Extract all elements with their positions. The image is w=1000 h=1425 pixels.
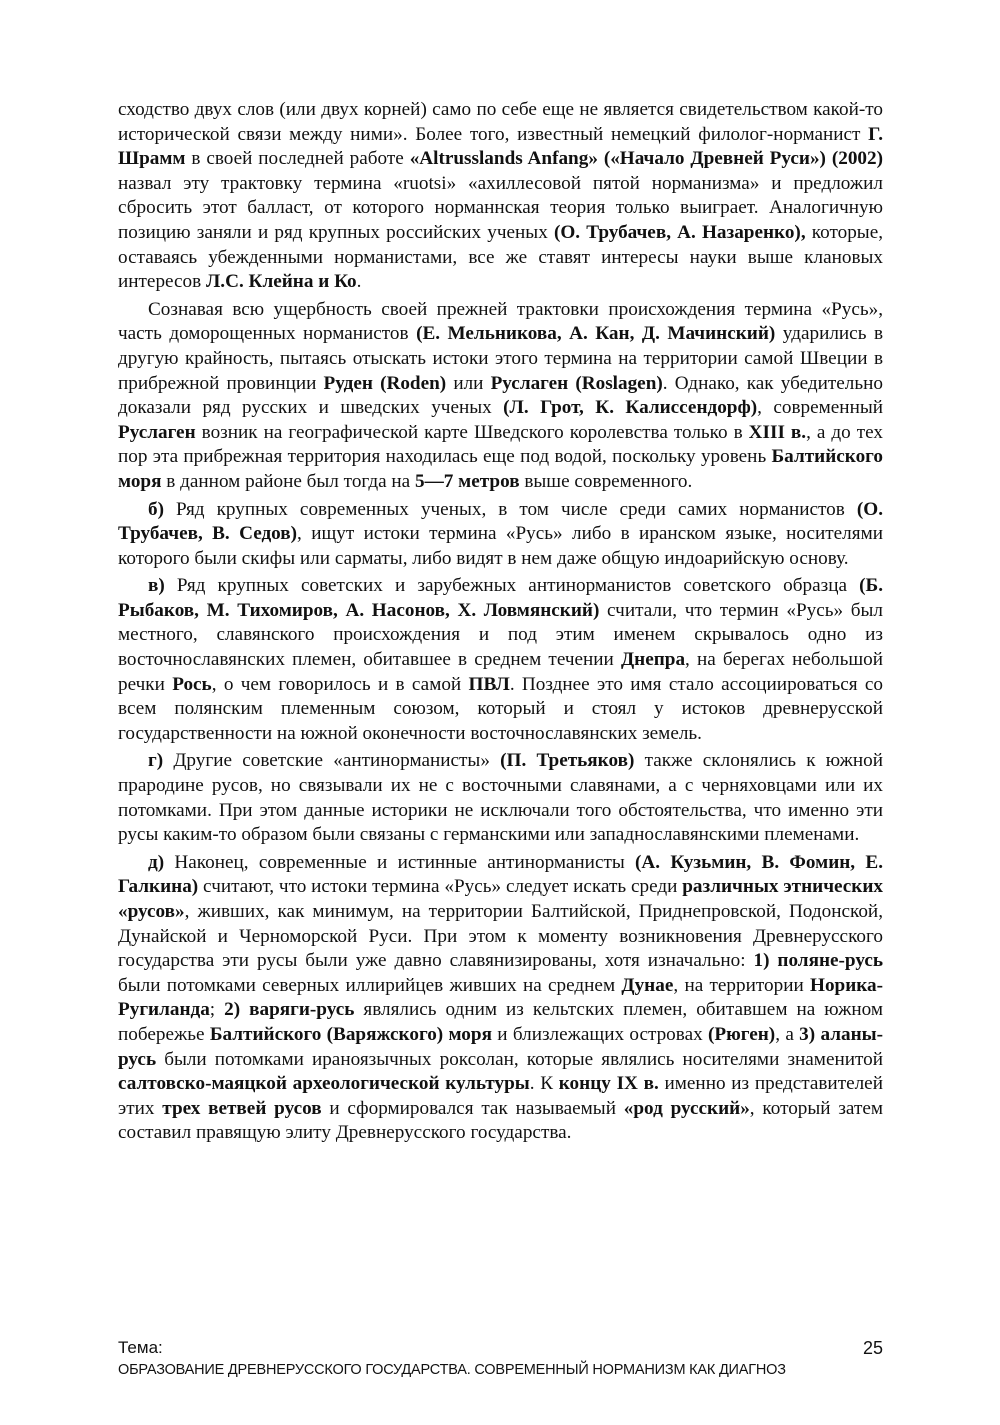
bold-run: (Л. Грот, К. Калиссендорф) (503, 397, 758, 419)
text-run: , а (775, 1023, 800, 1045)
bold-run: (Рюген) (708, 1023, 776, 1045)
text-run: , ищут истоки термина «Русь» либо в иранском языке, носителями которого были скифы или сарматы, либо видят в нем даже общую индоарийскую основу. (118, 523, 883, 569)
text-run: в своей последней работе (185, 148, 410, 170)
text-run: в данном районе был тогда на (161, 470, 415, 492)
bold-run: (О. Трубачев, А. Назаренко), (553, 221, 806, 243)
bold-run: в) (148, 575, 165, 597)
text-run: Сознавая всю ущербность своей прежней трактовки происхождения термина «Русь», часть доморощенных норманистов (118, 298, 883, 345)
text-run: возник на географической карте Шведского королевства только в (195, 421, 749, 443)
footer-topic-label: Тема: (118, 1338, 163, 1357)
text-run: считали, что термин «Русь» был местного, славянского происхождения и под этим именем скрывалось одно из восточнославянских племен, обитавшее в среднем течении (118, 599, 883, 671)
bold-run: 2) варяги-русь (224, 999, 355, 1021)
text-run: были потомками северных иллирийцев живших на среднем (118, 974, 622, 996)
page-body (118, 98, 883, 1149)
text-run: , который затем составил правящую элиту Древнерусского государства. (118, 1097, 883, 1144)
bold-run: 1) поляне-русь (753, 950, 883, 972)
paragraph-2 (118, 298, 883, 495)
text-run: которые, оставаясь убежденными норманистами, все же ставят интересы науки выше клановых интересов (118, 221, 884, 293)
text-run: считают, что истоки термина «Русь» следует искать среди (198, 876, 683, 898)
text-run: , на территории (673, 974, 811, 996)
text-run: являлись одним из кельтских племен, обитавшем на южном побережье (118, 999, 883, 1045)
paragraph-b (118, 498, 883, 572)
bold-run: ПВЛ (468, 673, 510, 695)
bold-run: Днепра (620, 649, 686, 671)
bold-run: Руслаген (Roslagen) (490, 372, 663, 394)
text-run: или (446, 372, 491, 394)
bold-run: г) (148, 750, 164, 772)
text-run: также склонялись к южной прародине русов, но связывали их не с восточными славянами, а с черняховцами или их потомками. При этом данные историки не исключали того обстоятельства, что именно эти русы каким-то образом были связаны с германскими или западнославянскими племенами. (118, 750, 883, 846)
paragraph-g (118, 749, 883, 847)
bold-run: 3) аланы-русь (118, 1023, 883, 1070)
bold-run: д) (148, 851, 165, 873)
text-run: , о чем говорилось и в самой (211, 673, 469, 695)
bold-run: салтовско-маяцкой археологической культуры (118, 1073, 530, 1095)
bold-run: (Е. Мельникова, А. Кан, Д. Мачинский) (416, 323, 776, 345)
bold-run: «род русский» (623, 1097, 750, 1119)
bold-run: Дунае (621, 974, 674, 996)
bold-run: XIII в. (748, 421, 807, 443)
text-run: , на берегах небольшой речки (118, 649, 883, 695)
bold-run: б) (148, 498, 164, 520)
text-run: Другие советские «антинорманисты» (163, 750, 501, 772)
text-run: сходство двух слов (или двух корней) само по себе еще не является свидетельством какой-то исторической связи между ними». Более того, известный немецкий филолог-норманист (118, 99, 883, 145)
text-run: Ряд крупных советских и зарубежных антинорманистов советского образца (164, 575, 860, 597)
bold-run: Г. Шрамм (118, 123, 883, 170)
bold-run: (2002) (831, 148, 884, 170)
page-footer (118, 1337, 883, 1381)
bold-run: трех ветвей русов (162, 1097, 322, 1119)
text-run: назвал эту трактовку термина «ruotsi» «ахиллесовой пятой норманизма» и предложил сбросить этот балласт, от которого норманнская теория только выиграет. Аналогичную позицию заняли и ряд крупных российских ученых (118, 172, 883, 243)
text-run: были потомками ираноязычных роксолан, которые являлись носителями знаменитой (156, 1048, 883, 1070)
text-run: Ряд крупных современных ученых, в том числе среди самих норманистов (163, 498, 857, 520)
bold-run: («Начало Древней Руси») (603, 148, 826, 170)
bold-run: (П. Третьяков) (500, 750, 635, 772)
text-run: и сформировался так называемый (321, 1097, 624, 1119)
bold-run: различных этнических «русов» (118, 876, 883, 922)
text-run: и близлежащих островах (491, 1023, 708, 1045)
bold-run: 5—7 метров (414, 470, 520, 492)
text-run: , живших, как минимум, на территории Балтийской, Приднепровской, Подонской, Дунайской и Черноморской Руси. При этом к моменту возникновения Древнерусского государства эти русы были уже давно славянизированы, хотя изначально: (118, 901, 883, 972)
bold-run: «Altrusslands Anfang» (409, 148, 598, 170)
footer-topic-title: ОБРАЗОВАНИЕ ДРЕВНЕРУССКОГО ГОСУДАРСТВА. СОВРЕМЕННЫЙ НОРМАНИЗМ КАК ДИАГНОЗ (118, 1362, 786, 1378)
text-run: . Позднее это имя стало ассоциироваться со всем полянским племенным союзом, который и стоял у истоков древнерусской государственности на южной оконечности восточнославянских земель. (118, 673, 883, 744)
text-run: . К (529, 1073, 559, 1095)
page-number: 25 (862, 1338, 883, 1358)
text-run: , современный (757, 397, 884, 419)
bold-run: Л.С. Клейна и Ко (206, 271, 357, 293)
paragraph-v (118, 574, 883, 746)
bold-run: Балтийского (Варяжского) моря (209, 1023, 492, 1045)
text-run: выше современного. (519, 470, 693, 492)
text-run: Наконец, современные и истинные антинорманисты (164, 851, 636, 873)
bold-run: Руден (Roden) (323, 372, 447, 394)
text-run: . (356, 271, 362, 293)
text-run: . Однако, как убедительно доказали ряд русских и шведских ученых (118, 372, 883, 419)
text-run: ударились в другую крайность, пытаясь отыскать истоки этого термина на территории самой Швеции в прибрежной провинции (118, 323, 884, 394)
text-run: ; (209, 999, 225, 1021)
text-run: именно из представителей этих (118, 1073, 883, 1119)
paragraph-d (118, 851, 883, 1146)
bold-run: (Б. Рыбаков, М. Тихомиров, А. Насонов, Х. Ловмянский) (118, 575, 883, 621)
bold-run: Балтийского моря (118, 446, 883, 492)
bold-run: Рось (172, 673, 212, 695)
text-run: , а до тех пор эта прибрежная территория находилась еще под водой, поскольку уровень (118, 421, 883, 468)
bold-run: (О. Трубачев, В. Седов) (118, 498, 883, 545)
bold-run: (А. Кузьмин, В. Фомин, Е. Галкина) (118, 851, 883, 898)
bold-run: концу IX в. (558, 1073, 659, 1095)
paragraph-1 (118, 98, 883, 295)
bold-run: Руслаген (118, 421, 196, 443)
bold-run: Норика-Ругиланда (118, 974, 884, 1021)
